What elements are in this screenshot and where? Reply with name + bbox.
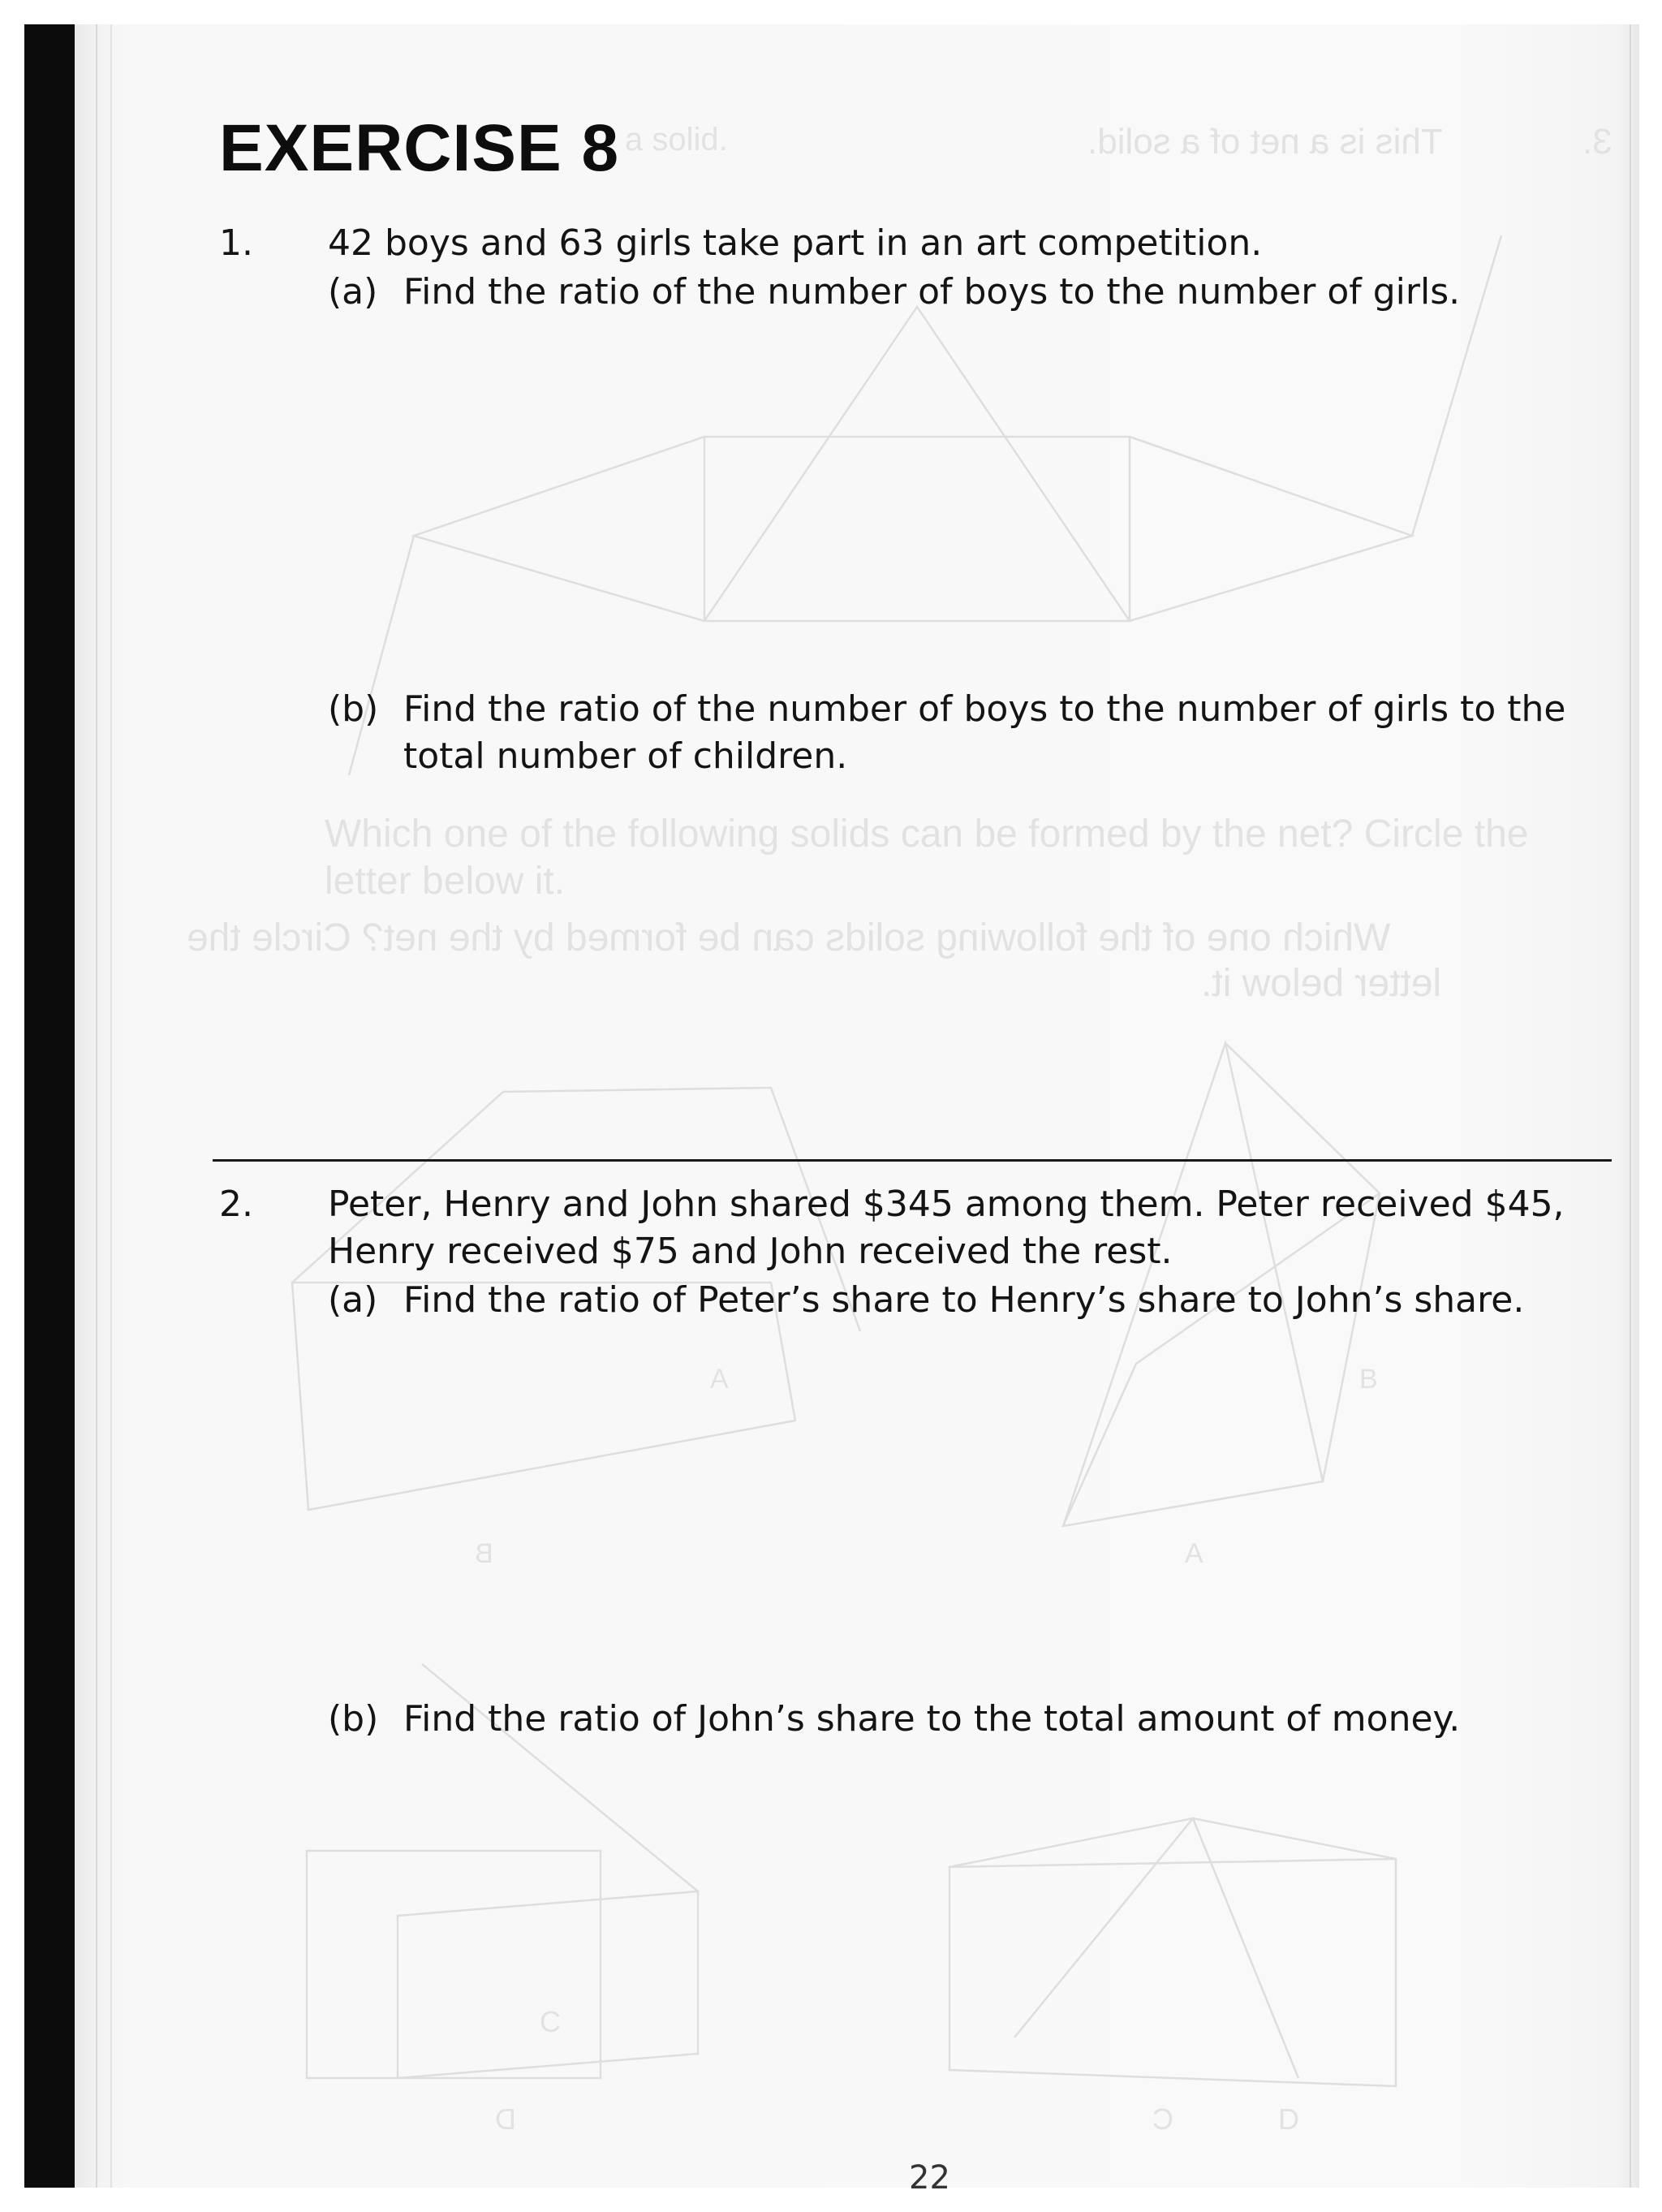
question-1-stem: 42 boys and 63 girls take part in an art competition.	[328, 222, 1263, 264]
question-1a-label: (a)	[328, 271, 378, 313]
show-through-text: Which one of the following solids can be formed by the net? Circle the	[325, 813, 1529, 856]
show-through-text: letter below it.	[325, 860, 566, 903]
question-1b-label: (b)	[328, 688, 379, 730]
show-through-mirrored-text: This is a net of a solid.	[1087, 122, 1443, 162]
show-through-text: a solid.	[625, 122, 728, 157]
show-through-label: D	[495, 2102, 516, 2136]
page-edge-line	[96, 24, 97, 2188]
binding-edge	[24, 24, 75, 2188]
show-through-label: C	[540, 2005, 561, 2038]
page-number: 22	[909, 2159, 950, 2197]
exercise-title: EXERCISE 8	[219, 111, 620, 185]
question-2-stem-line-2: Henry received $75 and John received the rest.	[328, 1231, 1173, 1272]
question-2b-label: (b)	[328, 1698, 379, 1740]
question-2a-text: Find the ratio of Peter’s share to Henry’s share to John’s share.	[403, 1279, 1525, 1321]
show-through-label: A	[710, 1364, 729, 1395]
show-through-label: C	[1152, 2102, 1173, 2136]
question-2-stem-line-1: Peter, Henry and John shared $345 among them. Peter received $45,	[328, 1184, 1565, 1225]
question-1-number: 1.	[219, 222, 253, 264]
section-divider	[213, 1159, 1612, 1162]
show-through-label: B	[1359, 1364, 1378, 1395]
page-edge-line	[1630, 24, 1631, 2188]
show-through-label: B	[475, 1538, 493, 1569]
question-2b-text: Find the ratio of John’s share to the total amount of money.	[403, 1698, 1461, 1740]
show-through-number: 3.	[1582, 122, 1612, 162]
question-1a-text: Find the ratio of the number of boys to the number of girls.	[403, 271, 1461, 313]
question-2a-label: (a)	[328, 1279, 378, 1321]
show-through-mirrored-text: Which one of the following solids can be formed by the net? Circle the	[187, 916, 1391, 959]
question-1b-text-line-2: total number of children.	[403, 735, 848, 777]
page-edge-line	[110, 24, 112, 2188]
question-1b-text-line-1: Find the ratio of the number of boys to the number of girls to the	[403, 688, 1566, 730]
show-through-label: A	[1185, 1538, 1203, 1569]
question-2-number: 2.	[219, 1184, 253, 1225]
paper-sheet	[75, 24, 1639, 2188]
show-through-label: D	[1278, 2102, 1299, 2136]
show-through-mirrored-text: letter below it.	[1201, 962, 1442, 1005]
